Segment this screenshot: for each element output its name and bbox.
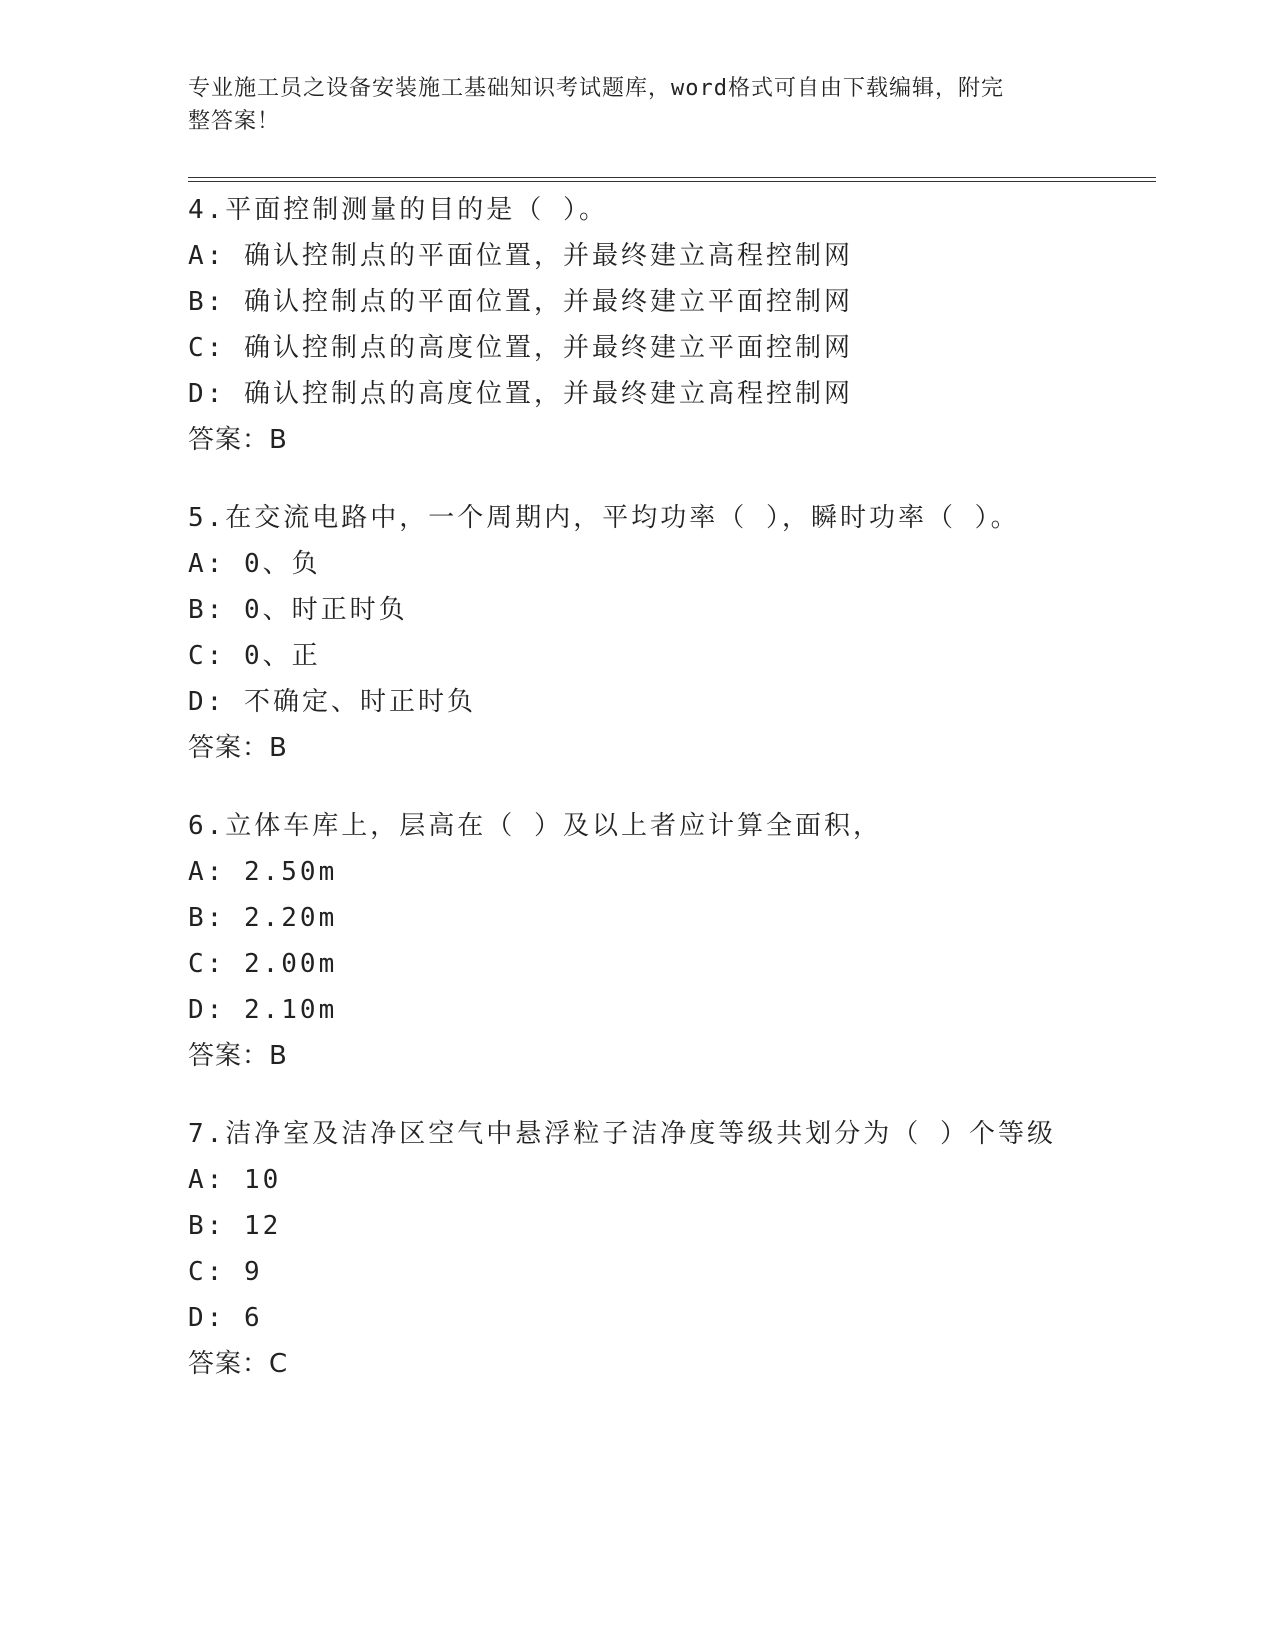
answer: 答案：B: [188, 1041, 288, 1071]
question-stem: 4.平面控制测量的目的是（ ）。: [188, 195, 608, 225]
question-stem: 5.在交流电路中，一个周期内，平均功率（ ），瞬时功率（ ）。: [188, 503, 1020, 533]
option-b: B: 2.20m: [188, 903, 338, 933]
question-6: [188, 803, 1148, 1079]
option-a: A: 10: [188, 1165, 282, 1195]
answer: 答案：B: [188, 425, 288, 455]
option-b: B: 0、时正时负: [188, 595, 408, 625]
option-d: D: 确认控制点的高度位置，并最终建立高程控制网: [188, 379, 853, 409]
document-header: [188, 72, 1068, 138]
option-d: D: 6: [188, 1303, 263, 1333]
question-stem: 6.立体车库上，层高在（ ）及以上者应计算全面积，: [188, 811, 882, 841]
header-title-line-2: 整答案！: [188, 109, 281, 134]
answer: 答案：C: [188, 1349, 289, 1379]
header-double-rule: [188, 177, 1156, 182]
option-d: D: 不确定、时正时负: [188, 687, 476, 717]
question-list: [188, 187, 1148, 1419]
option-b: B: 确认控制点的平面位置，并最终建立平面控制网: [188, 287, 853, 317]
option-b: B: 12: [188, 1211, 282, 1241]
option-c: C: 2.00m: [188, 949, 338, 979]
option-a: A: 2.50m: [188, 857, 338, 887]
option-c: C: 确认控制点的高度位置，并最终建立平面控制网: [188, 333, 853, 363]
header-title-line-1: 专业施工员之设备安装施工基础知识考试题库，word格式可自由下载编辑，附完: [188, 76, 1004, 101]
option-d: D: 2.10m: [188, 995, 338, 1025]
option-c: C: 9: [188, 1257, 263, 1287]
answer: 答案：B: [188, 733, 288, 763]
option-a: A: 0、负: [188, 549, 321, 579]
question-7: [188, 1111, 1148, 1387]
question-stem: 7.洁净室及洁净区空气中悬浮粒子洁净度等级共划分为（ ）个等级: [188, 1119, 1056, 1149]
question-5: [188, 495, 1148, 771]
option-a: A: 确认控制点的平面位置，并最终建立高程控制网: [188, 241, 853, 271]
question-4: [188, 187, 1148, 463]
option-c: C: 0、正: [188, 641, 321, 671]
